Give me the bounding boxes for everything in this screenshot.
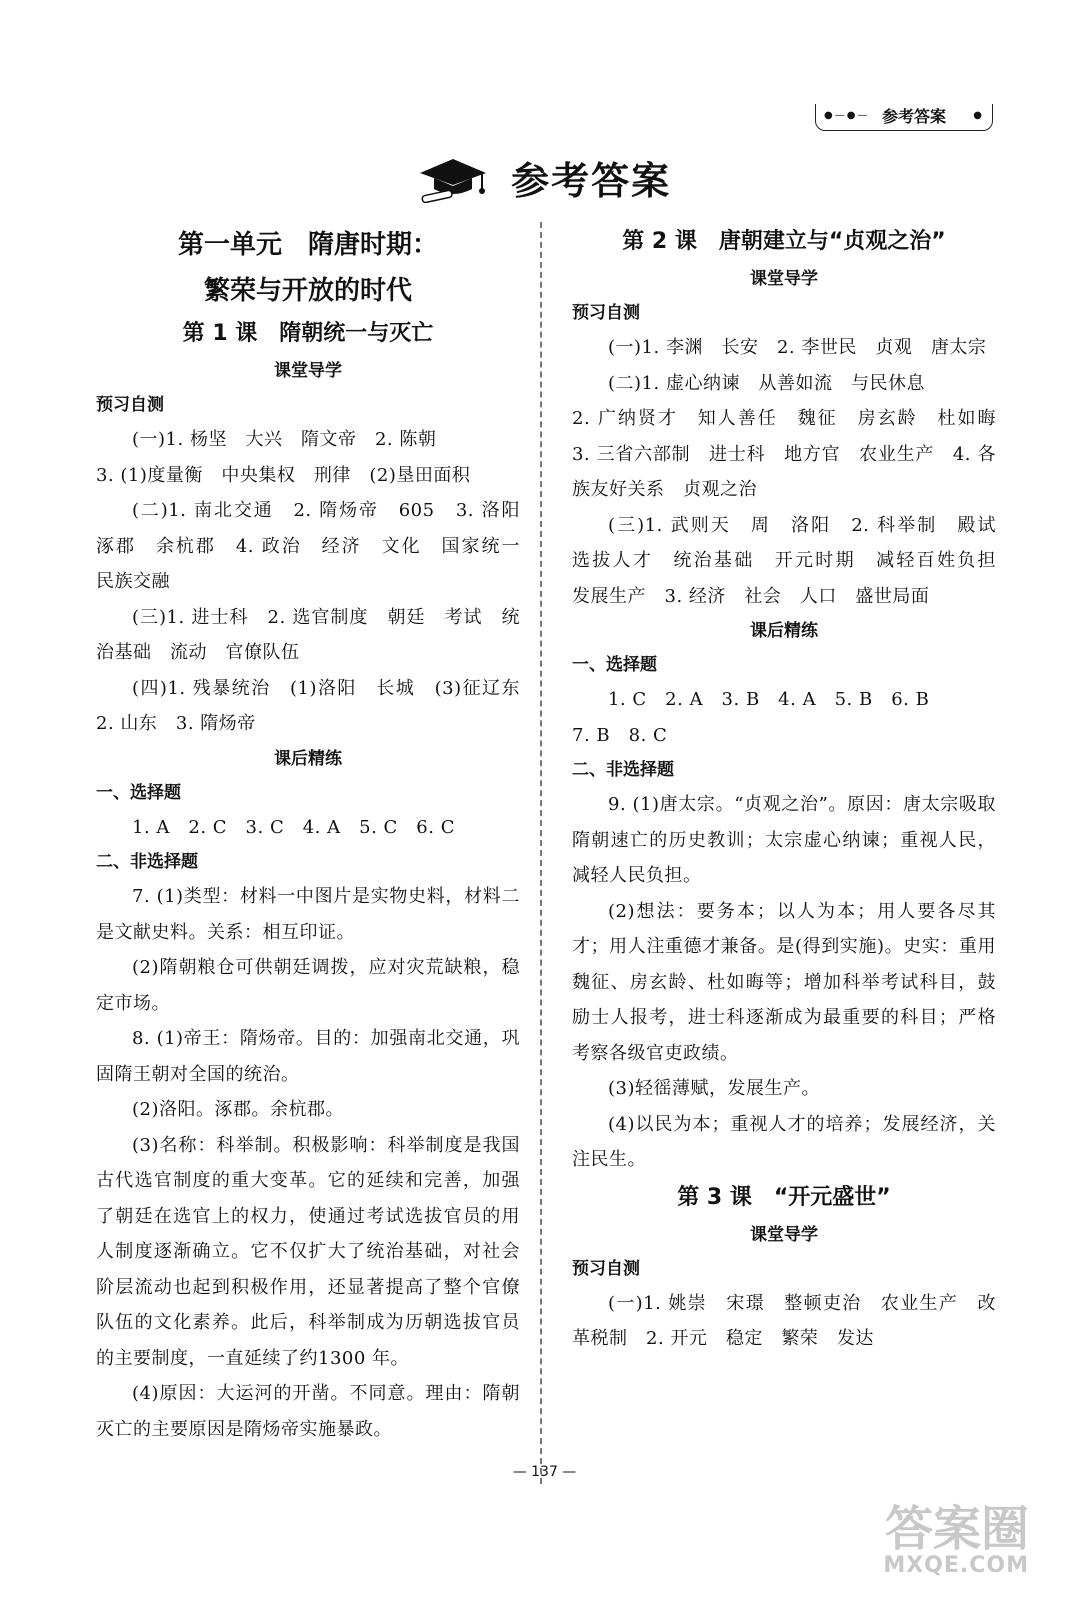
answer-paragraph: 3. (1)度量衡 中央集权 刑律 (2)垦田面积	[96, 464, 471, 486]
answer-paragraph: (3)名称：科举制。积极影响：科举制度是我国古代选官制度的重大变革。它的延续和完善，加强了朝廷在选官上的权力，使通过考试选拔官员的用人制度逐渐确立。它不仅扩大了统治基础，对社会阶层流动也起到积极作用，还显著提高了整个官僚队伍的文化素养。此后，科举制成为历朝选拔官员的主要制度，一直延续了约1300 年。	[96, 1134, 520, 1369]
choice-answers: 7. B 8. C	[572, 724, 668, 746]
watermark-logo-text: 答案圈	[884, 1501, 1029, 1557]
answer-paragraph: (4)以民为本；重视人才的培养；发展经济，关注民生。	[572, 1113, 996, 1170]
page-title	[0, 150, 1089, 212]
yuxi-heading: 预习自测	[572, 303, 640, 323]
answer-paragraph: (一)1. 姚崇 宋璟 整顿吏治 农业生产 改革税制 2. 开元 稳定 繁荣 发达	[572, 1292, 996, 1349]
lesson3-title: 第 3 课 “开元盛世”	[677, 1184, 891, 1210]
answer-paragraph: 2. 广纳贤才 知人善任 魏征 房玄龄 杜如晦 3. 三省六部制 进士科 地方官 农业生产 4. 各族友好关系 贞观之治	[572, 408, 1015, 500]
left-column	[96, 222, 539, 1447]
ketang-heading: 课堂导学	[750, 1224, 818, 1245]
lesson2-title: 第 2 课 唐朝建立与“贞观之治”	[622, 229, 946, 254]
column-divider	[540, 222, 542, 1484]
kehou-heading: 课后精练	[274, 748, 342, 769]
answer-paragraph: (2)想法：要务本；以人为本；用人要各尽其才；用人注重德才兼备。是(得到实施)。史实：重用魏征、房玄龄、杜如晦等；增加科举考试科目，鼓励士人报考，进士科逐渐成为最重要的科目；严格考察各级官吏政绩。	[572, 900, 996, 1064]
answer-paragraph: (二)1. 虚心纳谏 从善如流 与民休息	[608, 372, 925, 394]
answer-paragraph: 9. (1)唐太宗。“贞观之治”。原因：唐太宗吸取隋朝速亡的历史教训；太宗虚心纳谏；重视人民，减轻人民负担。	[572, 794, 996, 886]
answer-paragraph: (三)1. 进士科 2. 选官制度 朝廷 考试 统治基础 流动 官僚队伍	[96, 606, 520, 663]
unit-title-line1: 第一单元 隋唐时期：	[177, 230, 438, 260]
page-title-text: 参考答案	[511, 159, 672, 203]
answer-paragraph: 7. (1)类型：材料一中图片是实物史料，材料二是文献史料。关系：相互印证。	[96, 886, 520, 943]
answer-paragraph: (三)1. 武则天 周 洛阳 2. 科举制 殿试 选拔人才 统治基础 开元时期 减轻百姓负担 发展生产 3. 经济 社会 人口 盛世局面	[572, 514, 1015, 607]
right-column	[572, 222, 1015, 1357]
lesson1-title: 第 1 课 隋朝统一与灭亡	[182, 321, 434, 346]
ketang-heading: 课堂导学	[274, 361, 342, 381]
kehou-heading: 课后精练	[750, 621, 818, 641]
unit-title-line2: 繁荣与开放的时代	[203, 276, 412, 306]
nonchoice-section-heading: 二、非选择题	[572, 760, 674, 780]
choice-answers: 1. C 2. A 3. B 4. A 5. B 6. B	[608, 689, 930, 710]
answer-paragraph: 8. (1)帝王：隋炀帝。目的：加强南北交通，巩固隋王朝对全国的统治。	[96, 1028, 520, 1085]
answer-paragraph: (二)1. 南北交通 2. 隋炀帝 605 3. 洛阳 涿郡 余杭郡 4. 政治 经济 文化 国家统一 民族交融	[96, 500, 539, 592]
choice-answers: 1. A 2. C 3. C 4. A 5. C 6. C	[132, 816, 455, 838]
decor-dot: ●	[973, 110, 982, 121]
section-header-tag	[815, 104, 993, 131]
answer-paragraph: (一)1. 杨坚 大兴 隋文帝 2. 陈朝	[132, 429, 437, 450]
answer-paragraph: (2)隋朝粮仓可供朝廷调拨，应对灾荒缺粮，稳定市场。	[96, 957, 520, 1014]
graduation-cap-icon	[418, 155, 488, 212]
yuxi-heading: 预习自测	[572, 1258, 640, 1279]
watermark	[883, 1501, 1029, 1578]
decor-dots: ●—●—	[824, 110, 870, 121]
answer-paragraph: (4)原因：大运河的开凿。不同意。理由：隋朝灭亡的主要原因是隋炀帝实施暴政。	[96, 1383, 520, 1440]
header-tag-text: 参考答案	[882, 107, 947, 126]
choice-section-heading: 一、选择题	[96, 782, 181, 803]
answer-paragraph: (2)洛阳。涿郡。余杭郡。	[132, 1099, 344, 1120]
page-number: — 137 —	[512, 1464, 577, 1480]
answer-paragraph: (四)1. 残暴统治 (1)洛阳 长城 (3)征辽东 2. 山东 3. 隋炀帝	[96, 677, 539, 734]
nonchoice-section-heading: 二、非选择题	[96, 852, 198, 872]
choice-section-heading: 一、选择题	[572, 655, 657, 675]
answer-paragraph: (3)轻徭薄赋，发展生产。	[608, 1078, 820, 1099]
watermark-url: MXQE.COM	[883, 1553, 1029, 1578]
answer-paragraph: (一)1. 李渊 长安 2. 李世民 贞观 唐太宗	[608, 337, 987, 358]
ketang-heading: 课堂导学	[750, 269, 818, 289]
yuxi-heading: 预习自测	[96, 395, 164, 415]
